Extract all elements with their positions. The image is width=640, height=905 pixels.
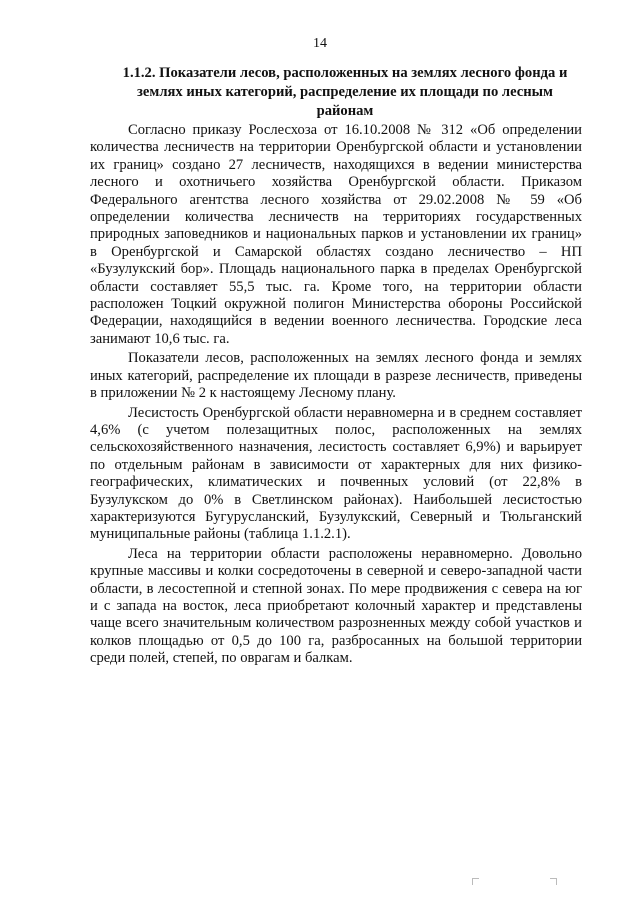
paragraph: Показатели лесов, расположенных на землях лесного фонда и землях иных категорий, распределение их площади в разрезе лесничеств, приведены в приложении № 2 к настоящему Лесному плану.	[90, 350, 582, 402]
section-heading	[110, 64, 580, 121]
paragraph: Согласно приказу Рослесхоза от 16.10.2008 № 312 «Об определении количества лесничеств на территории Оренбургской области и установлении их границ» создано 27 лесничеств, находящихся в ведении министерства лесного и охотничьего хозяйства Оренбургской области. Приказом Федерального агентства лесного хозяйства от 29.02.2008 № 59 «Об определении количества лесничеств на территориях государственных природных заповедников и национальных парков и установлении их границ» в Оренбургской и Самарской областях создано лесничество – НП «Бузулукский бор». Площадь национального парка в пределах Оренбургской области составляет 55,5 тыс. га. Кроме того, на территории области расположен Тоцкий окружной полигон Министерства обороны Российской Федерации, находящийся в ведении военного лесничества. Городские леса занимают 10,6 тыс. га.	[90, 122, 582, 347]
scan-corner-marks	[472, 878, 562, 898]
paragraph: Лесистость Оренбургской области неравномерна и в среднем составляет 4,6% (с учетом полезащитных полос, расположенных на землях сельскохозяйственного назначения, лесистость составляет 6,9%) и варьирует по отдельным районам в зависимости от характерных для них физико-географических, климатических и почвенных условий (от 22,8% в Бузулукском до 0% в Светлинском районах). Наибольшей лесистостью характеризуются Бугурусланский, Бузулукский, Северный и Тюльганский муниципальные районы (таблица 1.1.2.1).	[90, 404, 582, 543]
section-heading-line-2: землях иных категорий, распределение их площади по лесным районам	[137, 84, 553, 119]
paragraph: Леса на территории области расположены неравномерно. Довольно крупные массивы и колки сосредоточены в северной и северо-западной части области, в лесостепной и степной зонах. По мере продвижения с севера на юг и с запада на восток, леса приобретают колочный характер и представлены чаще всего значительным количеством разрозненных между собой участков и колков площадью от 0,5 до 100 га, разбросанных на большой территории среди полей, степей, по оврагам и балкам.	[90, 545, 582, 667]
section-heading-line-1: 1.1.2. Показатели лесов, расположенных на землях лесного фонда и	[122, 65, 568, 81]
corner-mark-right	[550, 878, 557, 885]
page-number: 14	[313, 36, 327, 51]
corner-mark-left	[472, 878, 479, 885]
body-text	[90, 122, 582, 670]
